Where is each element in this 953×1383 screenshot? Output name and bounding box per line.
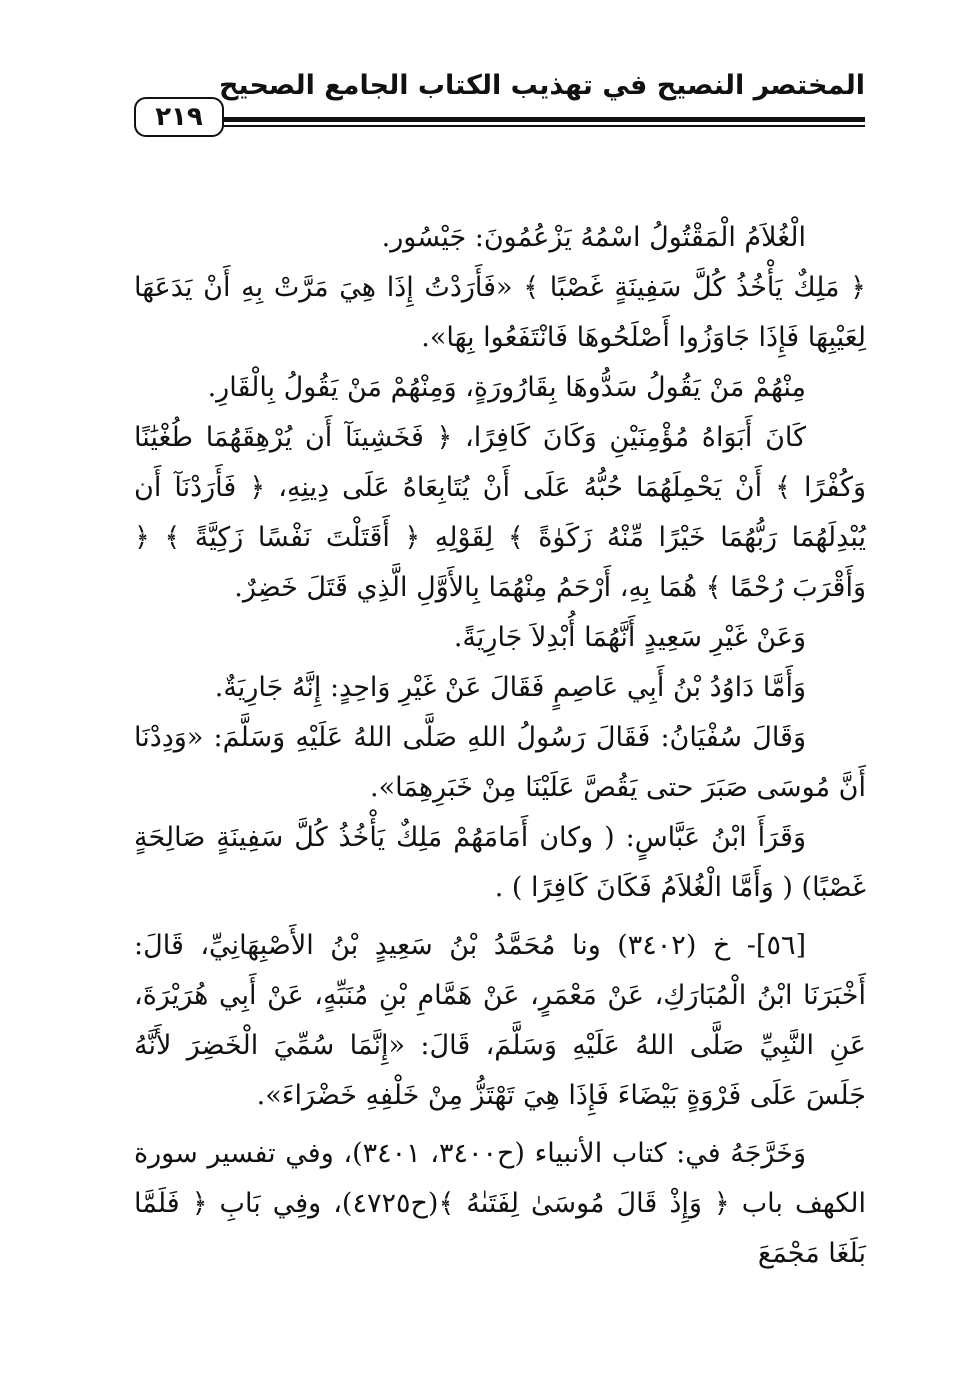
paragraph: الْغُلاَمُ الْمَقْتُولُ اسْمُهُ يَزْعُمُونَ: جَيْسُور. — [381, 222, 806, 253]
paragraph: وَقَرَأَ ابْنُ عَبَّاسٍ: ( وكان أَمَامَهُمْ مَلِكٌ يَأْخُذُ كُلَّ سَفِينَةٍ صَالِحَةٍ غَصْبًا) ( وَأَمَّا الْغُلاَمُ فَكَانَ كَافِرًا ) . — [134, 822, 866, 903]
paragraph: وَقَالَ سُفْيَانُ: فَقَالَ رَسُولُ اللهِ صَلَّى اللهُ عَلَيْهِ وَسَلَّمَ: «وَدِدْنَا أَنَّ مُوسَى صَبَرَ حتى يَقُصَّ عَلَيْنَا مِنْ خَبَرِهِمَا». — [134, 722, 866, 803]
paragraph: مِنْهُمْ مَنْ يَقُولُ سَدُّوهَا بِقَارُورَةٍ، وَمِنْهُمْ مَنْ يَقُولُ بِالْقَارِ. — [207, 372, 806, 403]
header-rule — [222, 117, 865, 122]
book-title: المختصر النصيح في تهذيب الكتاب الجامع الصحيح — [218, 70, 865, 101]
paragraph: وَعَنْ غَيْرِ سَعِيدٍ أَنَّهُمَا أُبْدِلاَ جَارِيَةً. — [453, 622, 806, 653]
hadith-entry: [٥٦]- خ (٣٤٠٢) ونا مُحَمَّدُ بْنُ سَعِيدٍ بْنُ الأَصْبِهَانِيِّ، قَالَ: أَخْبَرَنَا ابْنُ الْمُبَارَكِ، عَنْ مَعْمَرٍ، عَنْ هَمَّامِ بْنِ مُنَبِّهٍ، عَنْ أَبِي هُرَيْرَةَ، عَنِ النَّبِيِّ صَلَّى اللهُ عَلَيْهِ وَسَلَّمَ، قَالَ: «إِنَّمَا سُمِّيَ الْخَضِرَ لأَنَّهُ جَلَسَ عَلَى فَرْوَةٍ بَيْضَاءَ فَإِذَا هِيَ تَهْتَزُّ مِنْ خَلْفِهِ خَضْرَاءَ». — [134, 930, 866, 1111]
paragraph: ﴿ مَلِكٌ يَأْخُذُ كُلَّ سَفِينَةٍ غَصْبًا ﴾ «فَأَرَدْتُ إِذَا هِيَ مَرَّتْ بِهِ أَنْ يَدَعَهَا لِعَيْبِهَا فَإِذَا جَاوَزُوا أَصْلَحُوهَا فَانْتَفَعُوا بِهَا». — [134, 272, 866, 353]
page-body — [134, 213, 866, 1279]
paragraph: وَخَرَّجَهُ في: كتاب الأنبياء (ح٣٤٠٠، ٣٤٠١)، وفي تفسير سورة الكهف باب ﴿ وَإِذْ قَالَ مُوسَىٰ لِفَتَىٰهُ ﴾(ح٤٧٢٥)، وفِي بَابِ ﴿ فَلَمَّا بَلَغَا مَجْمَعَ — [134, 1138, 866, 1269]
paragraph: وَأَمَّا دَاوُدُ بْنُ أَبِي عَاصِمٍ فَقَالَ عَنْ غَيْرِ وَاحِدٍ: إِنَّهُ جَارِيَةٌ. — [214, 672, 806, 703]
page-number — [134, 97, 224, 137]
header-rule-secondary — [222, 125, 865, 127]
page-number-text: ٢١٩ — [155, 102, 203, 132]
paragraph: كَانَ أَبَوَاهُ مُؤْمِنَيْنِ وَكَانَ كَافِرًا، ﴿ فَخَشِينَآ أَن يُرْهِقَهُمَا طُغْيَٰنًا وَكُفْرًا ﴾ أَنْ يَحْمِلَهُمَا حُبُّهُ عَلَى أَنْ يُتَابِعَاهُ عَلَى دِينِهِ، ﴿ فَأَرَدْنَآ أَن يُبْدِلَهُمَا رَبُّهُمَا خَيْرًا مِّنْهُ زَكَوٰةً ﴾ لِقَوْلِهِ ﴿ أَقَتَلْتَ نَفْسًا زَكِيَّةً ﴾ ﴿ وَأَقْرَبَ رُحْمًا ﴾ هُمَا بِهِ، أَرْحَمُ مِنْهُمَا بِالأَوَّلِ الَّذِي قَتَلَ خَضِرٌ. — [134, 422, 866, 603]
